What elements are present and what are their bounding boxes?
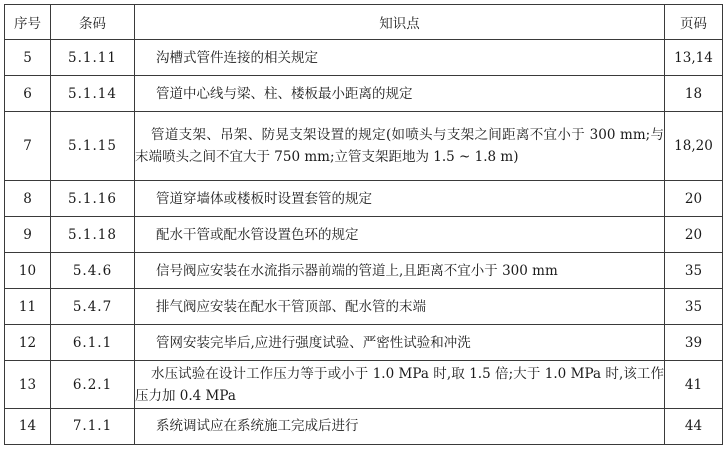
table-row bbox=[5, 253, 723, 289]
cell-knowledge-point: 沟槽式管件连接的相关规定 bbox=[135, 40, 665, 76]
knowledge-point-table bbox=[4, 4, 723, 445]
table-row bbox=[5, 40, 723, 76]
cell-page-number: 20 bbox=[665, 217, 723, 253]
cell-serial-number: 9 bbox=[5, 217, 51, 253]
table-row bbox=[5, 325, 723, 361]
cell-clause-number: 7.1.1 bbox=[51, 408, 135, 444]
cell-clause-number: 6.1.1 bbox=[51, 325, 135, 361]
cell-page-number: 20 bbox=[665, 181, 723, 217]
cell-clause-number: 5.1.18 bbox=[51, 217, 135, 253]
cell-page-number: 44 bbox=[665, 408, 723, 444]
table-row bbox=[5, 408, 723, 444]
cell-page-number: 35 bbox=[665, 289, 723, 325]
cell-page-number: 39 bbox=[665, 325, 723, 361]
cell-serial-number: 13 bbox=[5, 361, 51, 409]
cell-serial-number: 10 bbox=[5, 253, 51, 289]
table-row bbox=[5, 361, 723, 409]
cell-serial-number: 6 bbox=[5, 76, 51, 112]
cell-serial-number: 7 bbox=[5, 112, 51, 181]
header-page-number: 页码 bbox=[665, 5, 723, 40]
cell-clause-number: 5.1.14 bbox=[51, 76, 135, 112]
header-clause-number: 条码 bbox=[51, 5, 135, 40]
table-header-row bbox=[5, 5, 723, 40]
header-serial-number: 序号 bbox=[5, 5, 51, 40]
cell-page-number: 41 bbox=[665, 361, 723, 409]
cell-serial-number: 12 bbox=[5, 325, 51, 361]
cell-clause-number: 5.1.11 bbox=[51, 40, 135, 76]
cell-serial-number: 5 bbox=[5, 40, 51, 76]
cell-page-number: 13,14 bbox=[665, 40, 723, 76]
cell-knowledge-point: 管道穿墙体或楼板时设置套管的规定 bbox=[135, 181, 665, 217]
cell-clause-number: 5.1.15 bbox=[51, 112, 135, 181]
cell-knowledge-point: 系统调试应在系统施工完成后进行 bbox=[135, 408, 665, 444]
cell-serial-number: 14 bbox=[5, 408, 51, 444]
cell-page-number: 35 bbox=[665, 253, 723, 289]
table-row bbox=[5, 217, 723, 253]
cell-knowledge-point: 配水干管或配水管设置色环的规定 bbox=[135, 217, 665, 253]
cell-page-number: 18 bbox=[665, 76, 723, 112]
cell-clause-number: 5.1.16 bbox=[51, 181, 135, 217]
table-row bbox=[5, 181, 723, 217]
cell-serial-number: 11 bbox=[5, 289, 51, 325]
cell-knowledge-point: 管道中心线与梁、柱、楼板最小距离的规定 bbox=[135, 76, 665, 112]
cell-serial-number: 8 bbox=[5, 181, 51, 217]
table-row bbox=[5, 289, 723, 325]
cell-clause-number: 5.4.6 bbox=[51, 253, 135, 289]
cell-knowledge-point: 管道支架、吊架、防晃支架设置的规定(如喷头与支架之间距离不宜小于 300 mm;与末端喷头之间不宜大于 750 mm;立管支架距地为 1.5 ~ 1.8 m) bbox=[135, 112, 665, 181]
cell-clause-number: 6.2.1 bbox=[51, 361, 135, 409]
cell-knowledge-point: 信号阀应安装在水流指示器前端的管道上,且距离不宜小于 300 mm bbox=[135, 253, 665, 289]
cell-knowledge-point: 排气阀应安装在配水干管顶部、配水管的末端 bbox=[135, 289, 665, 325]
table-row bbox=[5, 112, 723, 181]
cell-clause-number: 5.4.7 bbox=[51, 289, 135, 325]
cell-knowledge-point: 管网安装完毕后,应进行强度试验、严密性试验和冲洗 bbox=[135, 325, 665, 361]
cell-page-number: 18,20 bbox=[665, 112, 723, 181]
table-row bbox=[5, 76, 723, 112]
cell-knowledge-point: 水压试验在设计工作压力等于或小于 1.0 MPa 时,取 1.5 倍;大于 1.0 MPa 时,该工作压力加 0.4 MPa bbox=[135, 361, 665, 409]
header-knowledge-point: 知识点 bbox=[135, 5, 665, 40]
